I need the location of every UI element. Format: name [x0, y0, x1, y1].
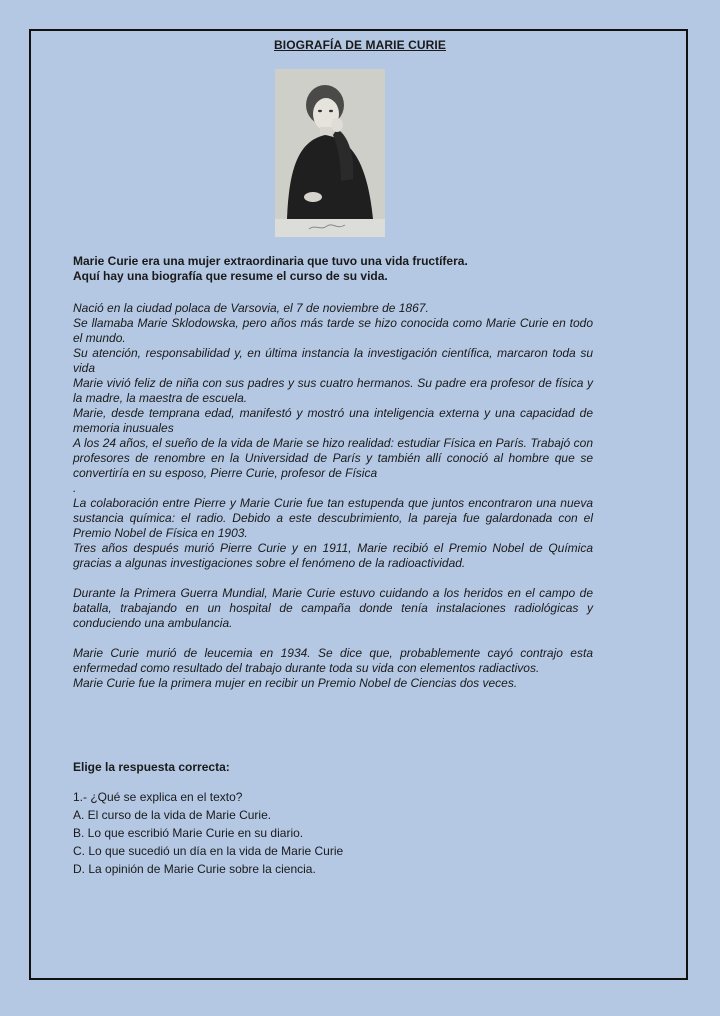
paragraph: .: [73, 481, 77, 495]
intro-line: Aquí hay una biografía que resume el curso de su vida.: [73, 269, 388, 283]
paragraph: A los 24 años, el sueño de la vida de Marie se hizo realidad: estudiar Física en París. Trabajó con profesores de renombre en la Universidad de París y también allí conoció al hombre que se convertiría en su esposo, Pierre Curie, profesor de Física: [73, 436, 593, 480]
paragraph: Nació en la ciudad polaca de Varsovia, el 7 de noviembre de 1867.: [73, 301, 429, 315]
paragraph: Se llamaba Marie Sklodowska, pero años más tarde se hizo conocida como Marie Curie en todo el mundo.: [73, 316, 593, 345]
answer-option-b[interactable]: B. Lo que escribió Marie Curie en su diario.: [73, 826, 304, 840]
paragraph-gap: [73, 631, 593, 646]
portrait-photo: [275, 69, 385, 237]
exercise-heading: Elige la respuesta correcta:: [73, 760, 230, 774]
paragraph: La colaboración entre Pierre y Marie Curie fue tan estupenda que juntos encontraron una nueva sustancia química: el radio. Debido a este descubrimiento, la pareja fue galardonada con el Premio Nobel de Física en 1903.: [73, 496, 593, 540]
question-block: [73, 788, 343, 878]
paragraph: Marie, desde temprana edad, manifestó y mostró una inteligencia externa y una capacidad de memoria inusuales: [73, 406, 593, 435]
paragraph-gap: [73, 571, 593, 586]
paragraph: Tres años después murió Pierre Curie y en 1911, Marie recibió el Premio Nobel de Química gracias a algunas investigaciones sobre el fenómeno de la radioactividad.: [73, 541, 593, 570]
paragraph: Durante la Primera Guerra Mundial, Marie Curie estuvo cuidando a los heridos en el campo de batalla, trabajando en un hospital de campaña donde tenía instalaciones radiológicas y conduciendo una ambulancia.: [73, 586, 593, 630]
answer-option-d[interactable]: D. La opinión de Marie Curie sobre la ciencia.: [73, 862, 316, 876]
document-title: BIOGRAFÍA DE MARIE CURIE: [274, 38, 446, 52]
paragraph: Marie Curie fue la primera mujer en recibir un Premio Nobel de Ciencias dos veces.: [73, 676, 518, 690]
intro-line: Marie Curie era una mujer extraordinaria que tuvo una vida fructífera.: [73, 254, 468, 268]
question-prompt: 1.- ¿Qué se explica en el texto?: [73, 790, 243, 804]
paragraph: Marie vivió feliz de niña con sus padres y sus cuatro hermanos. Su padre era profesor de física y la madre, la maestra de escuela.: [73, 376, 593, 405]
intro-text: [73, 254, 593, 284]
answer-option-c[interactable]: C. Lo que sucedió un día en la vida de Marie Curie: [73, 844, 344, 858]
paragraph: Marie Curie murió de leucemia en 1934. Se dice que, probablemente cayó contrajo esta enfermedad como resultado del trabajo durante toda su vida con elementos radiactivos.: [73, 646, 593, 675]
paragraph: Su atención, responsabilidad y, en última instancia la investigación científica, marcaron toda su vida: [73, 346, 593, 375]
biography-body: [73, 301, 593, 691]
answer-option-a[interactable]: A. El curso de la vida de Marie Curie.: [73, 808, 272, 822]
